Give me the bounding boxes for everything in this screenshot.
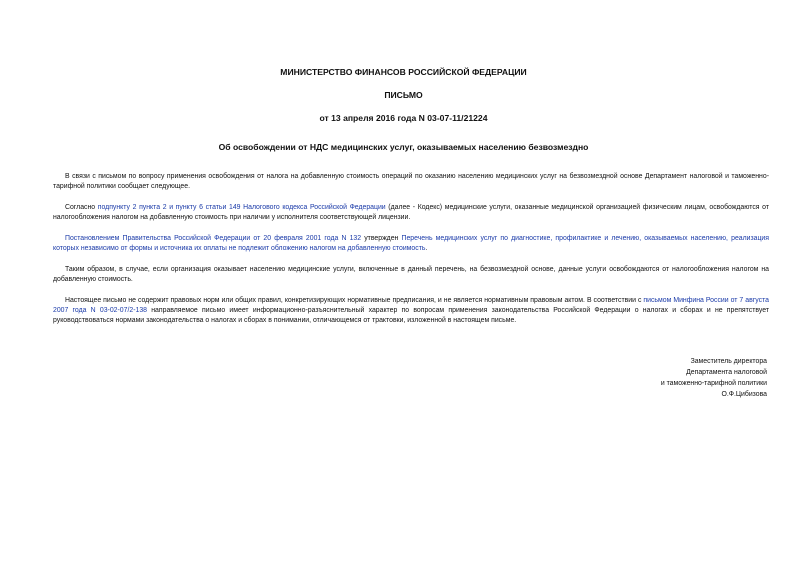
paragraph-4-text: Таким образом, в случае, если организация оказывает населению медицинские услуги, включенные в данный перечень, на безвозмездной основе, данные услуги освобождаются от налогообложения налогом на добавленную стоимость. xyxy=(53,266,769,283)
paragraph-2-text-after: (далее - Кодекс) медицинские услуги, оказанные медицинской организацией физическим лицам, освобождаются от налогообложения налогом на добавленную стоимость при наличии у исполнителя соответствующей лицензии. xyxy=(53,204,770,221)
government-resolution-link[interactable]: Постановлением Правительства Российской Федерации от 20 февраля 2001 года N 132 xyxy=(65,235,362,242)
paragraph-1 xyxy=(53,172,769,192)
date-number-heading: от 13 апреля 2016 года N 03-07-11/21224 xyxy=(319,113,488,123)
paragraph-2-text-before: Согласно xyxy=(65,204,98,211)
minfin-letter-link[interactable]: письмом Минфина России от 7 августа 2007 года N 03-02-07/2-138 xyxy=(53,297,769,314)
tax-code-article-link[interactable]: подпункту 2 пункта 2 и пункту 6 статьи 149 Налогового кодекса Российской Федерации xyxy=(97,204,386,211)
paragraph-4 xyxy=(53,265,769,285)
medical-services-list-link[interactable]: Перечень медицинских услуг по диагностике, профилактике и лечению, оказываемых населению, реализация которых независимо от формы и источника их оплаты не подлежит обложению налогом на добавленную стоимость xyxy=(53,235,769,252)
signature-block xyxy=(661,356,767,400)
signatory-position-line-3: и таможенно-тарифной политики xyxy=(660,380,767,387)
letter-body xyxy=(53,172,769,337)
subject-heading: Об освобождении от НДС медицинских услуг, оказываемых населению безвозмездно xyxy=(218,142,589,152)
paragraph-5 xyxy=(53,296,769,326)
paragraph-5-text-before: Настоящее письмо не содержит правовых норм или общих правил, конкретизирующих нормативные предписания, и не является нормативным правовым актом. В соответствии с xyxy=(65,297,644,304)
paragraph-3 xyxy=(53,234,769,254)
paragraph-1-text: В связи с письмом по вопросу применения освобождения от налога на добавленную стоимость операций по оказанию населению медицинских услуг на безвозмездной основе Департамент налоговой и таможенно-тарифной политики сообщает следующее. xyxy=(53,173,769,190)
paragraph-3-text-end: . xyxy=(425,245,428,252)
signatory-name: О.Ф.Цибизова xyxy=(721,391,767,398)
paragraph-5-text-after: направляемое письмо имеет информационно-разъяснительный характер по вопросам применения законодательства Российской Федерации о налогах и сборах и не препятствует руководствоваться нормами законодательства о налогах и сборах в понимании, отличающемся от трактовки, изложенной в настоящем письме. xyxy=(53,307,769,324)
paragraph-3-text-middle: утвержден xyxy=(361,235,402,242)
signatory-position-line-1: Заместитель директора xyxy=(690,358,767,365)
ministry-heading: МИНИСТЕРСТВО ФИНАНСОВ РОССИЙСКОЙ ФЕДЕРАЦИИ xyxy=(280,67,527,77)
document-type-heading: ПИСЬМО xyxy=(384,90,423,100)
paragraph-2 xyxy=(53,203,769,223)
signatory-position-line-2: Департамента налоговой xyxy=(686,369,767,376)
